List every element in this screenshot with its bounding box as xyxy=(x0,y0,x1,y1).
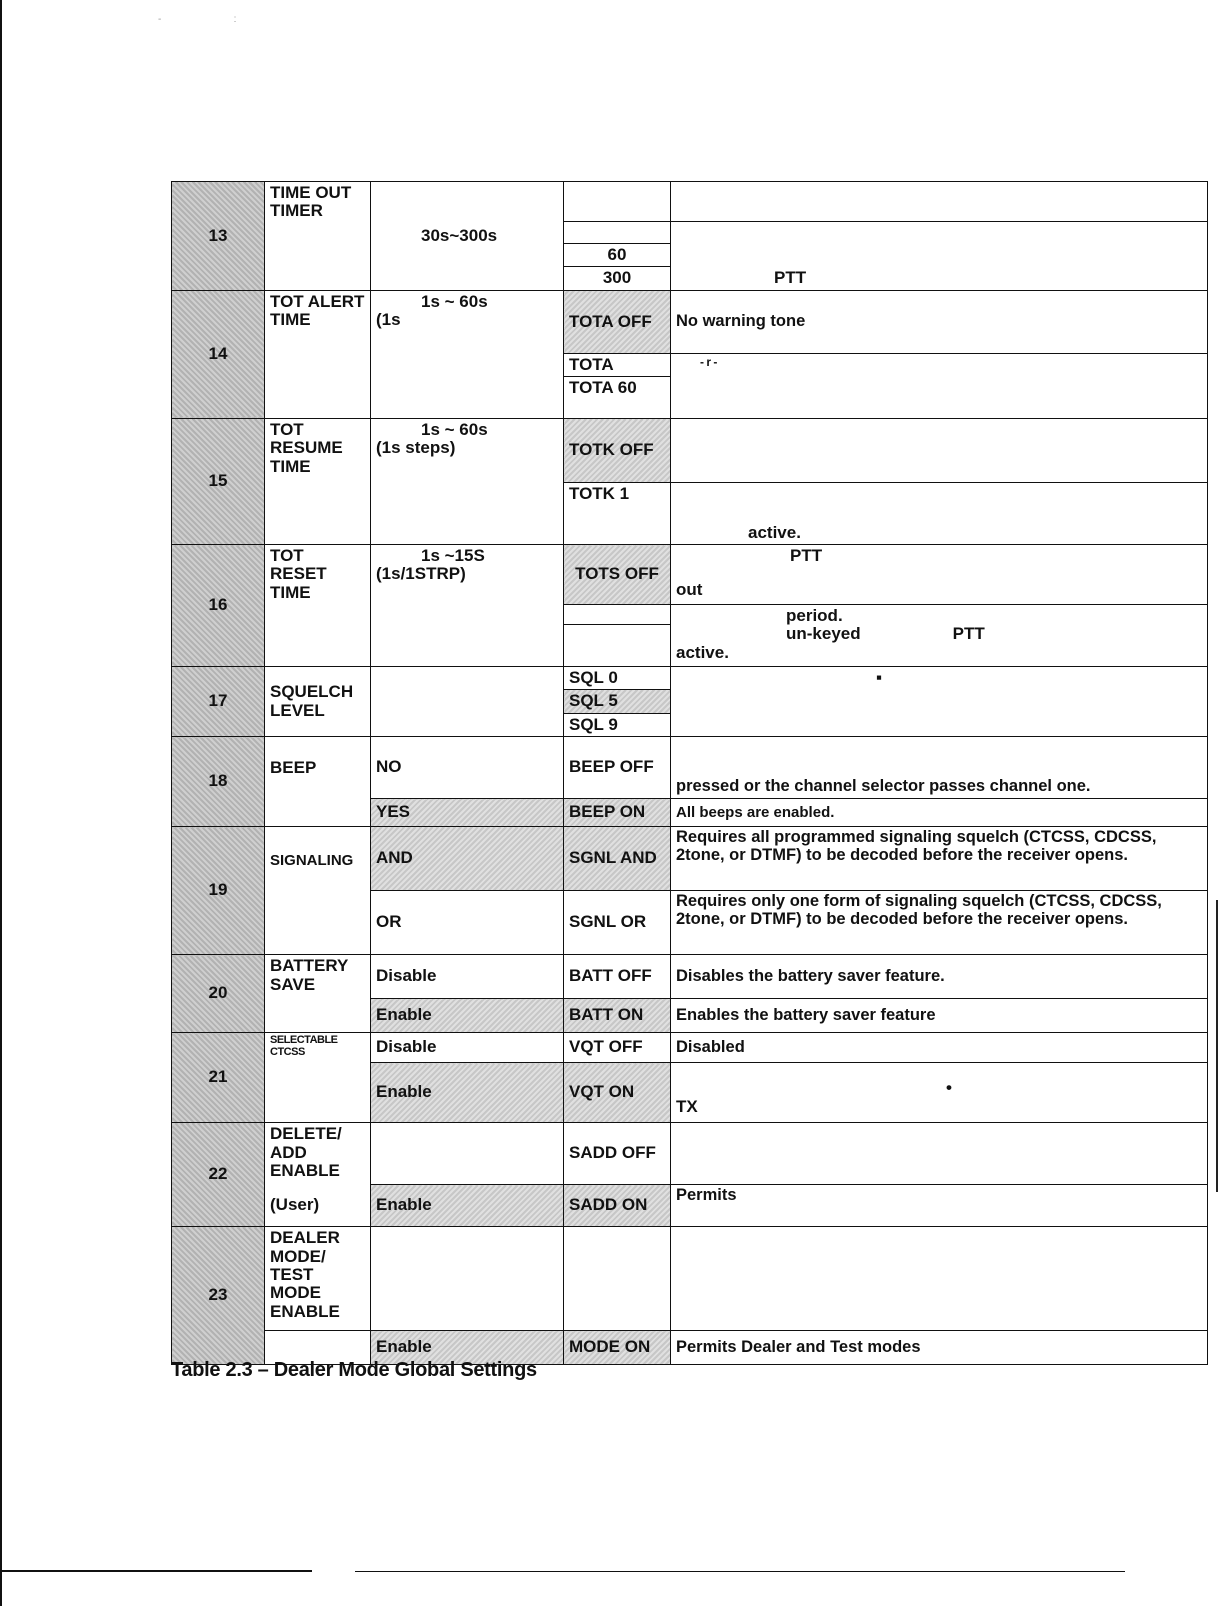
row-number: 20 xyxy=(172,955,265,1033)
param-text: BEEP xyxy=(270,758,317,778)
dealer-mode-global-settings-table xyxy=(171,181,1208,1365)
desc-cell xyxy=(671,182,1208,222)
code-cell: SQL 0 xyxy=(564,667,671,690)
desc-cell: Permits Dealer and Test modes xyxy=(671,1331,1208,1365)
code-cell: SGNL AND xyxy=(564,827,671,891)
table-row xyxy=(172,290,1208,353)
table-row xyxy=(172,545,1208,605)
param-name: DEALER MODE/ TEST MODE ENABLE xyxy=(265,1227,371,1331)
range-step: (1s/1STRP) xyxy=(376,564,466,584)
code-cell: SADD OFF xyxy=(564,1123,671,1185)
desc-cell: Permits xyxy=(671,1185,1208,1227)
code-cell: TOTA xyxy=(564,353,671,376)
table-row xyxy=(172,667,1208,690)
code-cell: VQT ON xyxy=(564,1063,671,1123)
desc-cell xyxy=(671,483,1208,545)
code-cell: VQT OFF xyxy=(564,1033,671,1063)
param-range xyxy=(371,667,564,737)
desc-cell: Disables the battery saver feature. xyxy=(671,955,1208,999)
param-name: TOT ALERT TIME xyxy=(265,290,371,418)
desc-cell: Disabled xyxy=(671,1033,1208,1063)
param-name xyxy=(265,737,371,827)
code-cell: MODE ON xyxy=(564,1331,671,1365)
table-row xyxy=(172,1227,1208,1331)
desc-cell: Enables the battery saver feature xyxy=(671,999,1208,1033)
value-cell xyxy=(371,1227,564,1331)
value-cell: Enable xyxy=(371,999,564,1033)
code-cell: TOTS OFF xyxy=(564,545,671,605)
desc-text: PTT xyxy=(774,268,807,288)
scan-artifact: - : xyxy=(158,14,237,25)
desc-text: un-keyed xyxy=(786,624,861,644)
param-range xyxy=(371,290,564,418)
footer-rule-left xyxy=(0,1570,312,1572)
row-number: 21 xyxy=(172,1033,265,1123)
value-cell xyxy=(371,1123,564,1185)
code-cell xyxy=(564,605,671,625)
desc-cell xyxy=(671,1063,1208,1123)
desc-text: ▪ xyxy=(876,668,883,688)
code-cell: SQL 9 xyxy=(564,713,671,736)
table-row xyxy=(172,1033,1208,1063)
param-name: TIME OUT TIMER xyxy=(265,182,371,291)
desc-cell xyxy=(671,545,1208,605)
table-row xyxy=(172,1123,1208,1185)
code-cell xyxy=(564,1227,671,1331)
desc-cell: pressed or the channel selector passes channel one. xyxy=(671,737,1208,799)
desc-text: active. xyxy=(748,522,801,542)
param-name xyxy=(265,1033,371,1123)
value-cell: OR xyxy=(371,891,564,955)
value-cell: Disable xyxy=(371,955,564,999)
row-number: 17 xyxy=(172,667,265,737)
desc-text: PTT xyxy=(790,546,823,566)
value-cell: Disable xyxy=(371,1033,564,1063)
param-range xyxy=(371,545,564,667)
desc-text: active. xyxy=(676,642,729,662)
desc-cell xyxy=(671,605,1208,667)
row-number: 15 xyxy=(172,419,265,545)
desc-cell xyxy=(671,1123,1208,1185)
code-cell: BEEP ON xyxy=(564,799,671,827)
code-cell: SQL 5 xyxy=(564,690,671,713)
desc-cell xyxy=(671,667,1208,737)
code-cell: BATT ON xyxy=(564,999,671,1033)
param-name: BATTERY SAVE xyxy=(265,955,371,1033)
code-cell xyxy=(564,182,671,222)
desc-cell: Requires only one form of signaling squelch (CTCSS, CDCSS, 2tone, or DTMF) to be decoded before the receiver opens. xyxy=(671,891,1208,955)
table-row xyxy=(172,827,1208,891)
value-cell: Enable xyxy=(371,1063,564,1123)
value-cell: Enable xyxy=(371,1331,564,1365)
desc-text: - r - xyxy=(700,354,717,369)
scan-right-mark xyxy=(1216,900,1218,1192)
row-number: 18 xyxy=(172,737,265,827)
desc-cell xyxy=(671,419,1208,483)
desc-text: TX xyxy=(676,1096,698,1116)
value-cell: Enable xyxy=(371,1185,564,1227)
code-cell: BEEP OFF xyxy=(564,737,671,799)
param-name: (User) xyxy=(265,1185,371,1227)
value-cell: NO xyxy=(371,737,564,799)
table-row xyxy=(172,955,1208,999)
desc-cell xyxy=(671,353,1208,418)
desc-cell: No warning tone xyxy=(671,290,1208,353)
desc-text: PTT xyxy=(952,624,985,644)
code-cell: 300 xyxy=(564,267,671,290)
table-caption: Table 2.3 – Dealer Mode Global Settings xyxy=(171,1359,537,1381)
table-row xyxy=(172,419,1208,483)
code-cell: TOTK 1 xyxy=(564,483,671,545)
param-name: SQUELCH LEVEL xyxy=(265,667,371,737)
code-cell: SGNL OR xyxy=(564,891,671,955)
range-step: (1s xyxy=(376,310,401,330)
code-cell: 60 xyxy=(564,244,671,267)
desc-line xyxy=(676,625,1202,643)
desc-text: out xyxy=(676,580,703,600)
value-cell: AND xyxy=(371,827,564,891)
range-text: 1s ~ 60s xyxy=(421,291,488,311)
code-cell: SADD ON xyxy=(564,1185,671,1227)
desc-cell xyxy=(671,1227,1208,1331)
param-range xyxy=(371,182,564,291)
param-text: SIGNALING xyxy=(270,852,354,870)
code-cell xyxy=(564,222,671,244)
range-step: (1s steps) xyxy=(376,438,456,458)
range-text: 1s ~ 60s xyxy=(421,420,488,440)
param-name: DELETE/ ADD ENABLE xyxy=(265,1123,371,1185)
desc-text: • xyxy=(946,1078,952,1098)
row-number: 23 xyxy=(172,1227,265,1365)
table-row xyxy=(172,1185,1208,1227)
code-cell: BATT OFF xyxy=(564,955,671,999)
code-cell xyxy=(564,625,671,667)
desc-cell: Requires all programmed signaling squelch (CTCSS, CDCSS, 2tone, or DTMF) to be decoded before the receiver opens. xyxy=(671,827,1208,891)
desc-cell xyxy=(671,222,1208,291)
row-number: 22 xyxy=(172,1123,265,1227)
param-name: TOT RESET TIME xyxy=(265,545,371,667)
value-cell: YES xyxy=(371,799,564,827)
desc-text: period. xyxy=(786,606,843,626)
row-number: 13 xyxy=(172,182,265,291)
code-cell: TOTA 60 xyxy=(564,377,671,419)
param-text: SELECTABLE CTCSS xyxy=(270,1034,338,1059)
code-cell: TOTA OFF xyxy=(564,290,671,353)
table-row xyxy=(172,182,1208,222)
param-range xyxy=(371,419,564,545)
param-name: TOT RESUME TIME xyxy=(265,419,371,545)
row-number: 14 xyxy=(172,290,265,418)
scan-left-edge xyxy=(0,0,2,1606)
range-text: 30s~300s xyxy=(421,225,498,245)
range-text: 1s ~15S xyxy=(421,546,485,566)
row-number: 19 xyxy=(172,827,265,955)
desc-cell: All beeps are enabled. xyxy=(671,799,1208,827)
param-name xyxy=(265,827,371,955)
row-number: 16 xyxy=(172,545,265,667)
code-cell: TOTK OFF xyxy=(564,419,671,483)
footer-rule-right xyxy=(355,1571,1125,1572)
table-row xyxy=(172,737,1208,799)
